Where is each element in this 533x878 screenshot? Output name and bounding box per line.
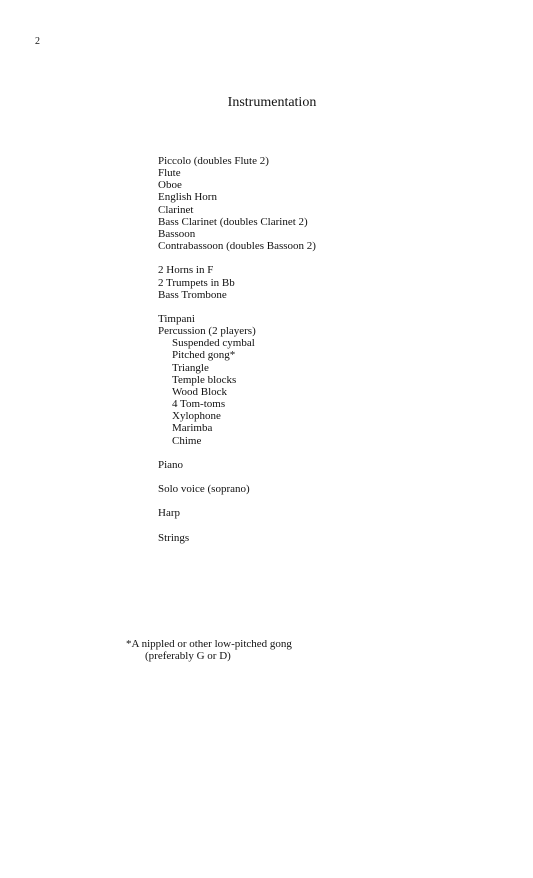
percussion-item: Xylophone (172, 410, 221, 423)
percussion-group (158, 313, 316, 447)
solo-voice-item: Solo voice (soprano) (158, 483, 250, 496)
brass-item: Bass Trombone (158, 288, 227, 301)
woodwind-item: Piccolo (doubles Flute 2) (158, 155, 269, 167)
woodwind-item: Flute (158, 167, 181, 180)
strings-group (158, 532, 316, 544)
percussion-heading: Percussion (2 players) (158, 325, 256, 338)
woodwind-item: Contrabassoon (doubles Bassoon 2) (158, 240, 316, 253)
footnote-line: (preferably G or D) (145, 650, 231, 663)
page-number: 2 (35, 36, 40, 47)
harp-group (158, 507, 316, 519)
piano-item: Piano (158, 458, 184, 471)
woodwind-item: Clarinet (158, 203, 194, 216)
percussion-item: Triangle (172, 361, 209, 374)
instrument-list (158, 155, 316, 556)
brass-item: 2 Trumpets in Bb (158, 276, 235, 289)
footnote (126, 638, 292, 663)
timpani-item: Timpani (158, 313, 195, 325)
percussion-item: Chime (172, 434, 202, 447)
percussion-item: 4 Tom-toms (172, 398, 226, 411)
voice-group (158, 483, 316, 495)
footnote-line: *A nippled or other low-pitched gong (126, 638, 292, 650)
page-title: Instrumentation (227, 95, 317, 110)
harp-item: Harp (158, 507, 180, 520)
woodwind-item: English Horn (158, 191, 217, 204)
piano-group (158, 459, 316, 471)
woodwind-item: Bassoon (158, 227, 196, 240)
percussion-item: Wood Block (172, 385, 228, 398)
brass-group (158, 264, 316, 300)
percussion-item: Suspended cymbal (172, 337, 255, 350)
woodwind-item: Bass Clarinet (doubles Clarinet 2) (158, 215, 308, 228)
strings-item: Strings (158, 531, 190, 544)
percussion-item: Marimba (172, 422, 213, 435)
woodwinds-group (158, 155, 316, 252)
percussion-item: Temple blocks (172, 373, 237, 386)
percussion-item: Pitched gong* (172, 349, 236, 362)
woodwind-item: Oboe (158, 179, 182, 192)
brass-item: 2 Horns in F (158, 264, 214, 277)
